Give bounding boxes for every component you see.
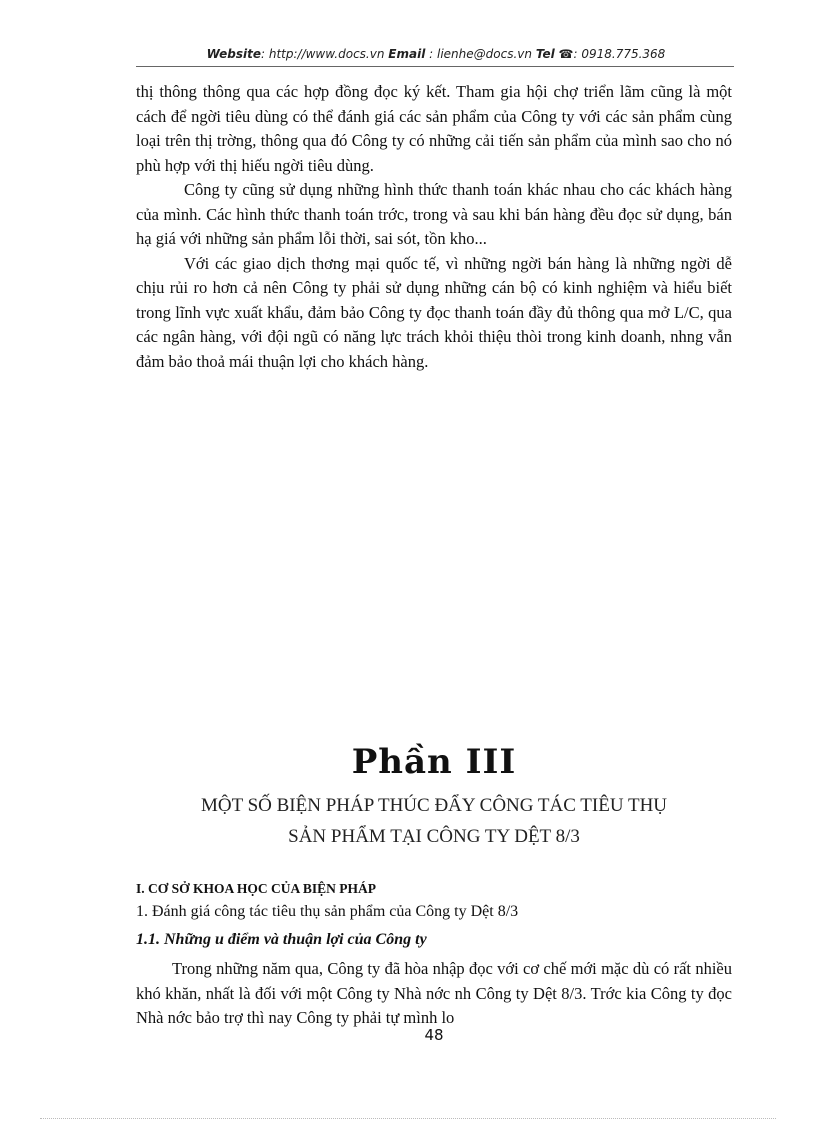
- website-label: Website: [206, 47, 261, 61]
- section-heading-1: I. CƠ SỞ KHOA HỌC CỦA BIỆN PHÁP: [136, 881, 377, 896]
- email-value: : lienhe@docs.vn: [429, 47, 532, 61]
- section-heading-3: 1.1. Những u điểm và thuận lợi của Công ty: [136, 931, 427, 948]
- part-subtitle-line1: MỘT SỐ BIỆN PHÁP THÚC ĐẨY CÔNG TÁC TIÊU THỤ: [200, 795, 668, 816]
- tel-label: Tel: [535, 47, 555, 61]
- section-body: [136, 957, 732, 1031]
- paragraph: thị thông thông qua các hợp đồng đọc ký kết. Tham gia hội chợ triển lãm cũng là một cách để ngời tiêu dùng có thể đánh giá các sản phẩm của Công ty với các sản phẩm cùng loại trên thị trờng, thông qua đó Công ty có những cải tiến sản phẩm của mình sao cho nó phù hợp với thị hiếu ngời tiêu dùng.: [136, 82, 732, 175]
- section-heading-2: 1. Đánh giá công tác tiêu thụ sản phẩm của Công ty Dệt 8/3: [136, 903, 519, 920]
- part-title: Phần III: [351, 742, 517, 782]
- body-text: [136, 80, 732, 374]
- page-header: [136, 47, 736, 61]
- part-subtitle-line2: SẢN PHẨM TẠI CÔNG TY DỆT 8/3: [288, 826, 580, 847]
- page-number: 48: [424, 1026, 444, 1044]
- footer-divider: [40, 1118, 776, 1119]
- paragraph: Với các giao dịch thơng mại quốc tế, vì những ngời bán hàng là những ngời dễ chịu rủi ro hơn cả nên Công ty phải sử dụng những cán bộ có kinh nghiệm và hiểu biết trong lĩnh vực xuất khẩu, đảm bảo Công ty đọc thanh toán đầy đủ thông qua mở L/C, qua các ngân hàng, với đội ngũ có năng lực trách khỏi thiệu thòi trong kinh doanh, nhng vẫn đảm bảo thoả mái thuận lợi cho khách hàng.: [136, 253, 732, 371]
- header-divider: [136, 66, 734, 67]
- email-label: Email: [388, 47, 426, 61]
- website-value: : http://www.docs.vn: [261, 47, 385, 61]
- paragraph: Công ty cũng sử dụng những hình thức thanh toán khác nhau cho các khách hàng của mình. Các hình thức thanh toán trớc, trong và sau khi bán hàng đều đọc sử dụng, bán hạ giá với những sản phẩm lỗi thời, sai sót, tồn kho...: [136, 180, 732, 248]
- part-subtitle: [136, 790, 732, 852]
- paragraph: Trong những năm qua, Công ty đã hòa nhập đọc với cơ chế mới mặc dù có rất nhiều khó khăn, nhất là đối với một Công ty Nhà nớc nh Công ty Dệt 8/3. Trớc kia Công ty đọc Nhà nớc bảo trợ thì nay Công ty phải tự mình lo: [136, 959, 732, 1027]
- tel-value: ☎: 0918.775.368: [558, 47, 666, 61]
